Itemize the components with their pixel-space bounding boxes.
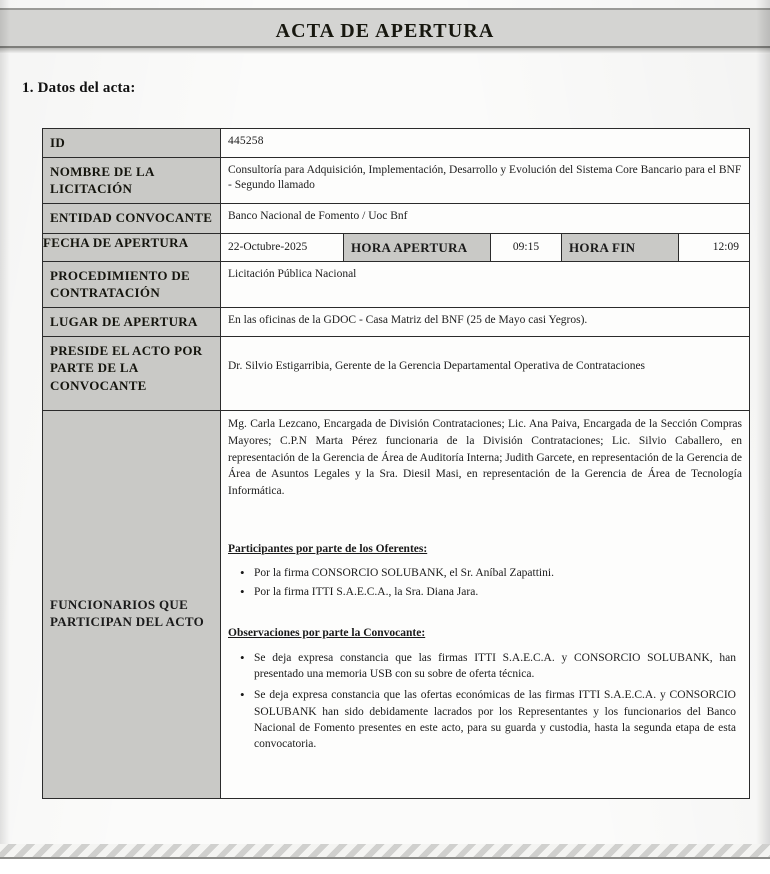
value-id: 445258 — [221, 129, 750, 158]
label-id: ID — [43, 129, 221, 158]
label-entidad-convocante: ENTIDAD CONVOCANTE — [43, 204, 221, 233]
participantes-list — [228, 565, 742, 601]
page-title: ACTA DE APERTURA — [275, 20, 495, 42]
scan-torn-pattern — [0, 844, 770, 858]
label-procedimiento-contratacion: PROCEDIMIENTO DE CONTRATACIÓN — [43, 261, 221, 307]
list-item: • Se deja expresa constancia que las ofertas económicas de las firmas ITTI S.A.E.C.A. y CONSORCIO SOLUBANK han sido debidamente lacrados por los Representantes y los funcionarios del Banco Nacional de Fomento presentes en este acto, para su guarda y custodia, hasta la segunda etapa de esta convocatoria. — [254, 687, 742, 752]
table-row-funcionarios — [43, 411, 750, 798]
label-hora-apertura: HORA APERTURA — [343, 234, 491, 261]
scan-edge-left — [0, 0, 10, 874]
value-fecha-apertura: 22-Octubre-2025 — [221, 234, 343, 261]
label-nombre-licitacion: NOMBRE DE LA LICITACIÓN — [43, 158, 221, 204]
title-banner-shadow — [0, 48, 770, 54]
table-row-entidad — [43, 204, 750, 233]
value-funcionarios-block — [221, 411, 750, 798]
acta-data-table — [42, 128, 750, 799]
title-banner — [0, 8, 770, 48]
value-lugar-apertura: En las oficinas de la GDOC - Casa Matriz del BNF (25 de Mayo casi Yegros). — [221, 308, 750, 337]
table-row-procedimiento — [43, 261, 750, 307]
section-heading: 1. Datos del acta: — [22, 80, 136, 96]
observaciones-title: Observaciones por parte la Convocante: — [228, 627, 426, 640]
list-item: • Por la firma ITTI S.A.E.C.A., la Sra. Diana Jara. — [254, 584, 742, 600]
table-row-preside — [43, 337, 750, 411]
value-entidad-convocante: Banco Nacional de Fomento / Uoc Bnf — [221, 204, 750, 233]
value-preside-acto: Dr. Silvio Estigarribia, Gerente de la Gerencia Departamental Operativa de Contrataciones — [221, 337, 750, 411]
label-lugar-apertura: LUGAR DE APERTURA — [43, 308, 221, 337]
label-preside-acto: PRESIDE EL ACTO POR PARTE DE LA CONVOCANTE — [43, 337, 221, 411]
value-hora-apertura: 09:15 — [491, 234, 561, 261]
scan-bottom-edge — [0, 844, 770, 874]
table-row-fecha-horas — [43, 233, 750, 261]
value-procedimiento-contratacion: Licitación Pública Nacional — [221, 261, 750, 307]
table-row-nombre — [43, 158, 750, 204]
label-funcionarios-participan — [43, 411, 221, 798]
scan-bottom-line — [0, 857, 770, 859]
value-nombre-licitacion: Consultoría para Adquisición, Implementación, Desarrollo y Evolución del Sistema Core Bancario para el BNF - Segundo llamado — [221, 158, 750, 204]
list-item: • Por la firma CONSORCIO SOLUBANK, el Sr. Aníbal Zapattini. — [254, 565, 742, 581]
table-row-lugar — [43, 308, 750, 337]
cell-bottom-spacer — [228, 758, 742, 792]
funcionarios-paragraph: Mg. Carla Lezcano, Encargada de División Contrataciones; Lic. Ana Paiva, Encargada de la Sección Compras Mayores; C.P.N Marta Pérez funcionaria de la División Contrataciones; Lic. Silvio Caballero, en representación de la Gerencia de Área de Auditoría Interna; Judith Garcete, en representación de la Gerencia de Área de Asuntos Legales y la Sra. Diesil Masi, en representación de la Gerencia de Área de Tecnología Informática. — [228, 418, 742, 497]
label-funcionarios-text: FUNCIONARIOS QUE PARTICIPAN DEL ACTO — [50, 597, 205, 630]
value-hora-fin: 12:09 — [679, 234, 749, 261]
label-hora-fin: HORA FIN — [561, 234, 679, 261]
observaciones-list — [228, 650, 742, 753]
table-row-id — [43, 129, 750, 158]
fecha-horas-group — [221, 233, 750, 261]
list-item: • Se deja expresa constancia que las firmas ITTI S.A.E.C.A. y CONSORCIO SOLUBANK, han presentado una memoria USB con su sobre de oferta técnica. — [254, 650, 742, 683]
label-fecha-apertura: FECHA DE APERTURA — [43, 233, 221, 261]
participantes-title: Participantes por parte de los Oferentes: — [228, 542, 428, 555]
scan-edge-right — [756, 0, 770, 874]
